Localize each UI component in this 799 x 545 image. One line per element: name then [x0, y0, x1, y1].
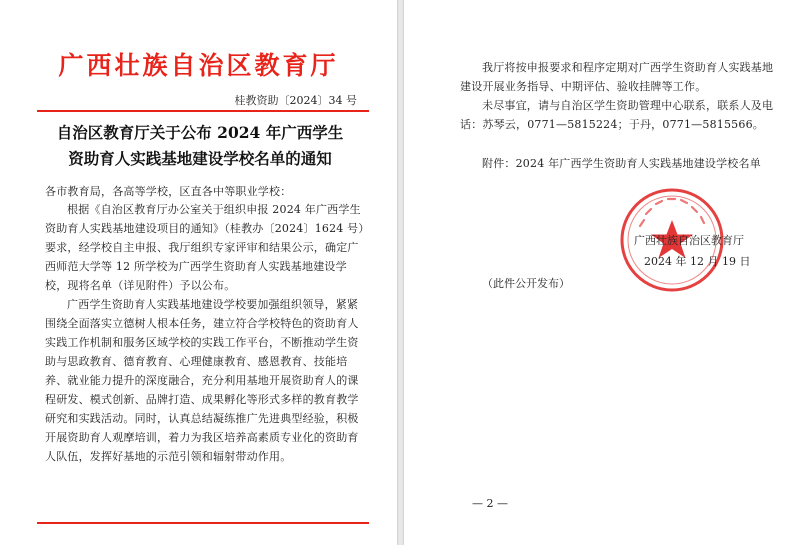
body-paragraph-1: 根据《自治区教育厅办公室关于组织申报 2024 年广西学生资助育人实践基地建设项目的通知》（桂教办〔2024〕1624 号）要求，经学校自主申报、我厅组织专家评审和结果公示，确定广西师范大学等 12 所学校为广西学生资助育人实践基地建设学校，现将名单（详见附件）予以公布。	[45, 203, 365, 292]
document-number: 桂教资助〔2024〕34 号	[234, 94, 357, 107]
body-paragraph-4: 未尽事宜，请与自治区学生资助管理中心联系，联系人及电话：苏琴云，0771—5815224；于丹，0771—5815566。	[460, 99, 774, 131]
red-divider-top	[37, 110, 369, 112]
red-divider-bottom	[37, 522, 369, 524]
title-line-2: 资助育人实践基地建设学校名单的通知	[68, 149, 332, 168]
page-number: — 2 —	[472, 497, 508, 510]
document-page-left	[0, 0, 397, 545]
issuer-header: 广西壮族自治区教育厅	[58, 51, 339, 80]
attachment-line: 附件：2024 年广西学生资助育人实践基地建设学校名单	[482, 157, 761, 170]
salutation: 各市教育局，各高等学校，区直各中等职业学校：	[45, 185, 292, 198]
body-paragraph-3: 我厅将按申报要求和程序定期对广西学生资助育人实践基地建设开展业务指导、中期评估、验收挂牌等工作。	[460, 61, 774, 93]
signing-authority: 广西壮族自治区教育厅	[634, 234, 744, 247]
release-note: （此件公开发布）	[482, 277, 570, 290]
issue-date: 2024 年 12 月 19 日	[644, 255, 751, 268]
document-title	[40, 120, 360, 172]
body-paragraph-2: 广西学生资助育人实践基地建设学校要加强组织领导，紧紧围绕全面落实立德树人根本任务，建立符合学校特色的资助育人实践工作机制和服务区域学校的实践工作平台，不断推动学生资助与思政教育、德育教育、心理健康教育、感恩教育、技能培养、就业能力提升的深度融合，充分利用基地开展资助育人的课程研发、模式创新、品牌打造、成果孵化等形式多样的教育教学研究和实践活动。同时，认真总结凝练推广先进典型经验，积极开展资助育人观摩培训，着力为我区培养高素质专业化的资助育人队伍，发挥好基地的示范引领和辐射带动作用。	[45, 298, 359, 463]
title-line-1: 自治区教育厅关于公布 2024 年广西学生	[56, 123, 344, 142]
